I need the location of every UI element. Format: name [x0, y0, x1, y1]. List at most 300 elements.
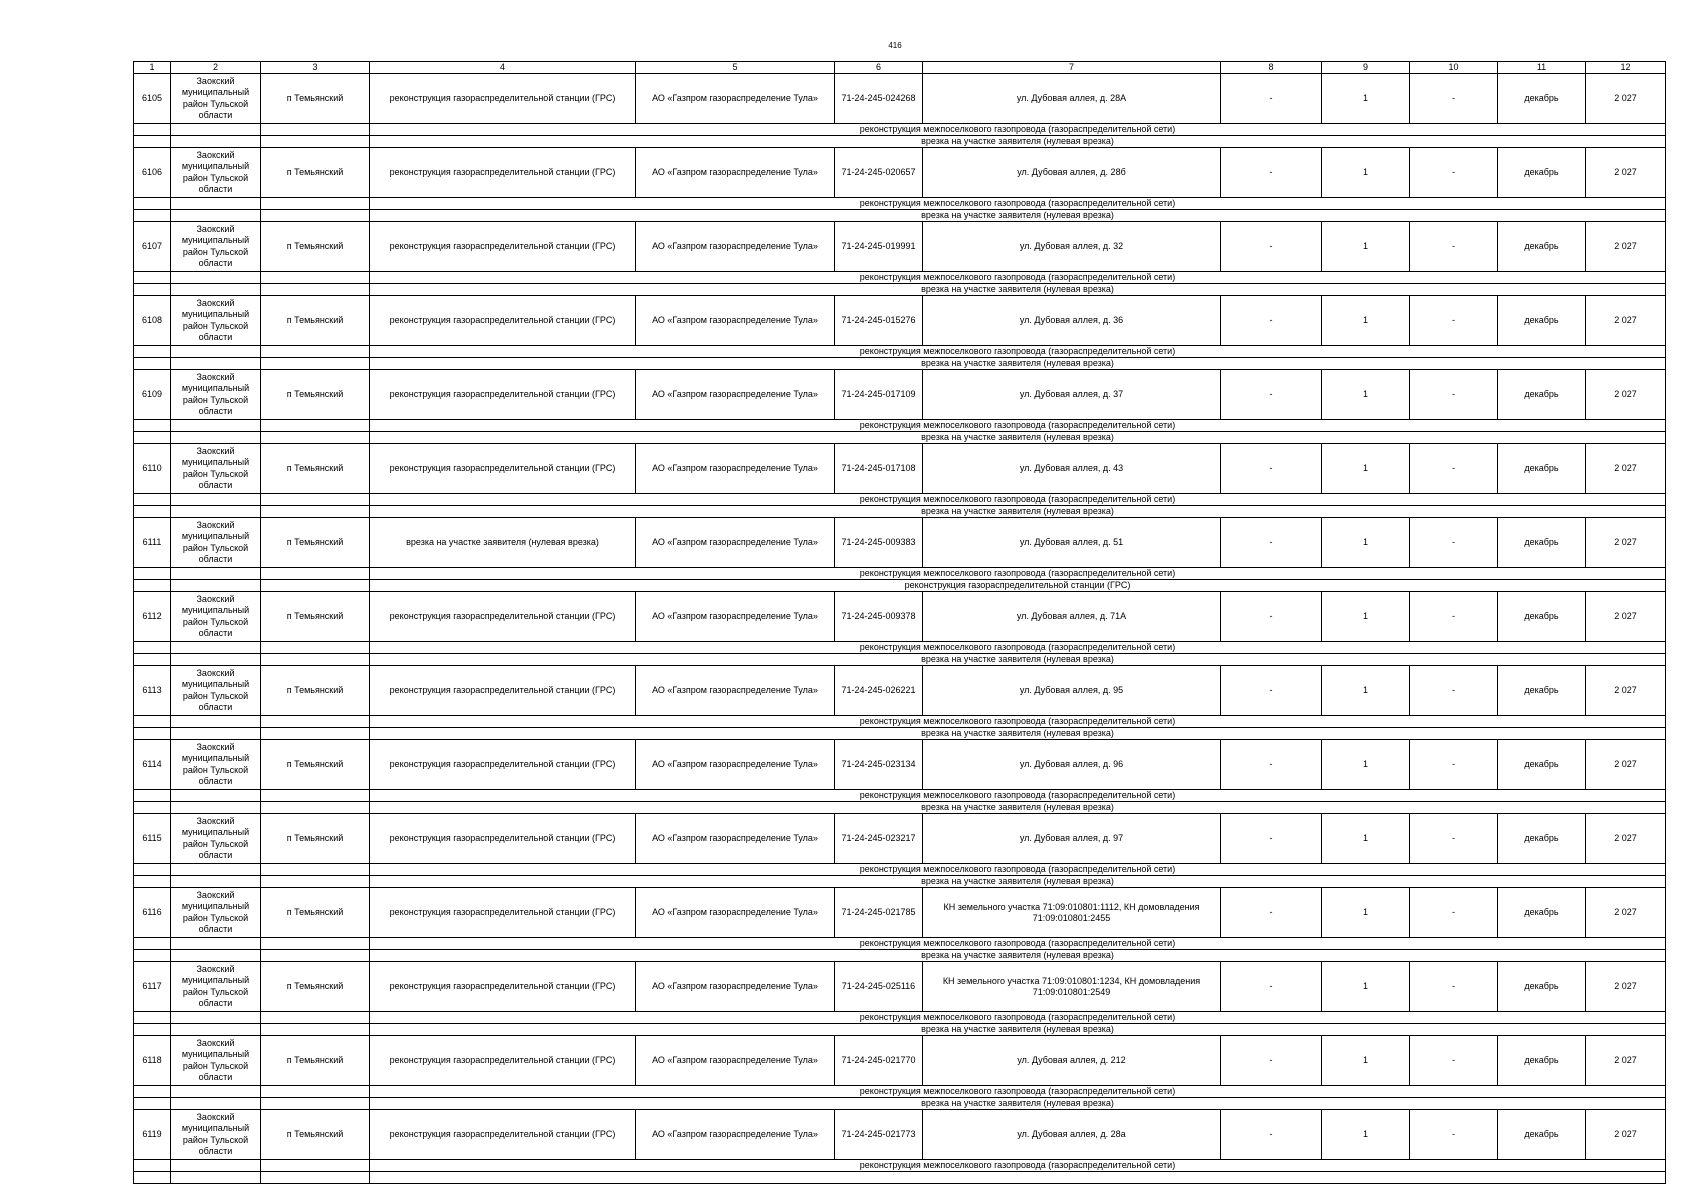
col9-cell: 1	[1322, 888, 1410, 938]
month-cell: декабрь	[1498, 518, 1586, 568]
col10-cell: -	[1410, 666, 1498, 716]
col8-cell: -	[1221, 148, 1322, 198]
sub-row	[134, 1024, 1666, 1036]
sub-empty-cell	[134, 136, 171, 148]
work-type-cell: реконструкция газораспределительной станции (ГРС)	[370, 740, 636, 790]
sub-empty-cell	[134, 1012, 171, 1024]
row-number: 6119	[134, 1110, 171, 1160]
sub-work-cell: реконструкция межпоселкового газопровода (газораспределительной сети)	[370, 272, 1666, 284]
row-number: 6111	[134, 518, 171, 568]
sub-empty-cell	[171, 124, 261, 136]
sub-row	[134, 358, 1666, 370]
sub-row	[134, 790, 1666, 802]
month-cell: декабрь	[1498, 74, 1586, 124]
year-cell: 2 027	[1586, 296, 1666, 346]
col8-cell: -	[1221, 518, 1322, 568]
sub-empty-cell	[171, 716, 261, 728]
sub-empty-cell	[171, 198, 261, 210]
application-code-cell: 71-24-245-023217	[835, 814, 923, 864]
sub-empty-cell	[134, 346, 171, 358]
column-number: 3	[261, 62, 370, 74]
table-row	[134, 888, 1666, 938]
col10-cell: -	[1410, 222, 1498, 272]
organization-cell: АО «Газпром газораспределение Тула»	[636, 666, 835, 716]
sub-work-cell: врезка на участке заявителя (нулевая врезка)	[370, 506, 1666, 518]
district-cell: Заокский муниципальный район Тульской области	[171, 666, 261, 716]
year-cell: 2 027	[1586, 592, 1666, 642]
organization-cell: АО «Газпром газораспределение Тула»	[636, 296, 835, 346]
col10-cell: -	[1410, 444, 1498, 494]
address-cell: КН земельного участка 71:09:010801:1234, КН домовладения 71:09:010801:2549	[923, 962, 1221, 1012]
table-row	[134, 74, 1666, 124]
col9-cell: 1	[1322, 666, 1410, 716]
month-cell: декабрь	[1498, 1110, 1586, 1160]
row-number: 6113	[134, 666, 171, 716]
sub-empty-cell	[134, 642, 171, 654]
address-cell: ул. Дубовая аллея, д. 97	[923, 814, 1221, 864]
table-row	[134, 1110, 1666, 1160]
settlement-cell: п Темьянский	[261, 666, 370, 716]
sub-empty-cell	[171, 1160, 261, 1172]
row-number: 6105	[134, 74, 171, 124]
sub-work-cell: реконструкция межпоселкового газопровода (газораспределительной сети)	[370, 346, 1666, 358]
organization-cell: АО «Газпром газораспределение Тула»	[636, 74, 835, 124]
month-cell: декабрь	[1498, 296, 1586, 346]
sub-empty-cell	[134, 950, 171, 962]
address-cell: ул. Дубовая аллея, д. 96	[923, 740, 1221, 790]
row-number: 6118	[134, 1036, 171, 1086]
application-code-cell: 71-24-245-024268	[835, 74, 923, 124]
column-number: 6	[835, 62, 923, 74]
col9-cell: 1	[1322, 296, 1410, 346]
month-cell: декабрь	[1498, 962, 1586, 1012]
sub-empty-cell	[171, 210, 261, 222]
sub-empty-cell	[261, 346, 370, 358]
month-cell: декабрь	[1498, 592, 1586, 642]
sub-work-cell	[370, 1172, 1666, 1184]
sub-row	[134, 1012, 1666, 1024]
month-cell: декабрь	[1498, 370, 1586, 420]
sub-empty-cell	[171, 272, 261, 284]
settlement-cell: п Темьянский	[261, 74, 370, 124]
district-cell: Заокский муниципальный район Тульской области	[171, 962, 261, 1012]
month-cell: декабрь	[1498, 444, 1586, 494]
sub-empty-cell	[134, 272, 171, 284]
sub-row	[134, 568, 1666, 580]
address-cell: ул. Дубовая аллея, д. 28а	[923, 1110, 1221, 1160]
sub-empty-cell	[171, 950, 261, 962]
col10-cell: -	[1410, 888, 1498, 938]
sub-empty-cell	[261, 1086, 370, 1098]
col9-cell: 1	[1322, 74, 1410, 124]
organization-cell: АО «Газпром газораспределение Тула»	[636, 370, 835, 420]
column-number: 9	[1322, 62, 1410, 74]
settlement-cell: п Темьянский	[261, 740, 370, 790]
address-cell: ул. Дубовая аллея, д. 51	[923, 518, 1221, 568]
sub-row	[134, 210, 1666, 222]
sub-empty-cell	[261, 1172, 370, 1184]
sub-empty-cell	[134, 494, 171, 506]
work-type-cell: реконструкция газораспределительной станции (ГРС)	[370, 222, 636, 272]
year-cell: 2 027	[1586, 962, 1666, 1012]
address-cell: КН земельного участка 71:09:010801:1112, КН домовладения 71:09:010801:2455	[923, 888, 1221, 938]
settlement-cell: п Темьянский	[261, 888, 370, 938]
col8-cell: -	[1221, 74, 1322, 124]
sub-row	[134, 420, 1666, 432]
district-cell: Заокский муниципальный район Тульской области	[171, 518, 261, 568]
application-code-cell: 71-24-245-021773	[835, 1110, 923, 1160]
sub-row	[134, 272, 1666, 284]
work-type-cell: реконструкция газораспределительной станции (ГРС)	[370, 370, 636, 420]
month-cell: декабрь	[1498, 148, 1586, 198]
sub-work-cell: врезка на участке заявителя (нулевая врезка)	[370, 1098, 1666, 1110]
sub-empty-cell	[171, 358, 261, 370]
district-cell: Заокский муниципальный район Тульской области	[171, 814, 261, 864]
sub-empty-cell	[261, 802, 370, 814]
table-row	[134, 592, 1666, 642]
application-code-cell: 71-24-245-017108	[835, 444, 923, 494]
sub-empty-cell	[261, 136, 370, 148]
col9-cell: 1	[1322, 148, 1410, 198]
col8-cell: -	[1221, 888, 1322, 938]
application-code-cell: 71-24-245-021770	[835, 1036, 923, 1086]
work-type-cell: реконструкция газораспределительной станции (ГРС)	[370, 1110, 636, 1160]
sub-empty-cell	[261, 876, 370, 888]
sub-work-cell: врезка на участке заявителя (нулевая врезка)	[370, 1024, 1666, 1036]
sub-empty-cell	[134, 210, 171, 222]
work-type-cell: реконструкция газораспределительной станции (ГРС)	[370, 444, 636, 494]
col10-cell: -	[1410, 148, 1498, 198]
address-cell: ул. Дубовая аллея, д. 212	[923, 1036, 1221, 1086]
sub-work-cell: реконструкция межпоселкового газопровода (газораспределительной сети)	[370, 1086, 1666, 1098]
sub-empty-cell	[134, 876, 171, 888]
col8-cell: -	[1221, 1036, 1322, 1086]
col9-cell: 1	[1322, 1036, 1410, 1086]
year-cell: 2 027	[1586, 148, 1666, 198]
application-code-cell: 71-24-245-026221	[835, 666, 923, 716]
table-row	[134, 518, 1666, 568]
row-number: 6106	[134, 148, 171, 198]
sub-empty-cell	[134, 358, 171, 370]
work-type-cell: реконструкция газораспределительной станции (ГРС)	[370, 74, 636, 124]
sub-empty-cell	[171, 284, 261, 296]
sub-empty-cell	[261, 124, 370, 136]
district-cell: Заокский муниципальный район Тульской области	[171, 740, 261, 790]
table-row	[134, 148, 1666, 198]
sub-row	[134, 432, 1666, 444]
row-number: 6115	[134, 814, 171, 864]
month-cell: декабрь	[1498, 222, 1586, 272]
sub-row	[134, 136, 1666, 148]
settlement-cell: п Темьянский	[261, 222, 370, 272]
col10-cell: -	[1410, 518, 1498, 568]
sub-empty-cell	[261, 198, 370, 210]
work-type-cell: реконструкция газораспределительной станции (ГРС)	[370, 962, 636, 1012]
address-cell: ул. Дубовая аллея, д. 95	[923, 666, 1221, 716]
col8-cell: -	[1221, 666, 1322, 716]
sub-empty-cell	[261, 494, 370, 506]
organization-cell: АО «Газпром газораспределение Тула»	[636, 740, 835, 790]
col8-cell: -	[1221, 962, 1322, 1012]
sub-empty-cell	[134, 420, 171, 432]
sub-empty-cell	[261, 1098, 370, 1110]
table-row	[134, 370, 1666, 420]
sub-empty-cell	[134, 1086, 171, 1098]
sub-empty-cell	[171, 136, 261, 148]
sub-empty-cell	[261, 728, 370, 740]
col9-cell: 1	[1322, 518, 1410, 568]
settlement-cell: п Темьянский	[261, 444, 370, 494]
sub-empty-cell	[134, 716, 171, 728]
col10-cell: -	[1410, 814, 1498, 864]
column-number: 4	[370, 62, 636, 74]
col8-cell: -	[1221, 1110, 1322, 1160]
organization-cell: АО «Газпром газораспределение Тула»	[636, 962, 835, 1012]
sub-empty-cell	[171, 568, 261, 580]
col9-cell: 1	[1322, 814, 1410, 864]
col9-cell: 1	[1322, 222, 1410, 272]
sub-row	[134, 1172, 1666, 1184]
sub-empty-cell	[261, 272, 370, 284]
page-number: 416	[888, 41, 902, 50]
sub-empty-cell	[261, 210, 370, 222]
organization-cell: АО «Газпром газораспределение Тула»	[636, 888, 835, 938]
month-cell: декабрь	[1498, 740, 1586, 790]
sub-empty-cell	[261, 642, 370, 654]
sub-row	[134, 580, 1666, 592]
sub-empty-cell	[134, 864, 171, 876]
col10-cell: -	[1410, 1110, 1498, 1160]
table-row	[134, 814, 1666, 864]
sub-empty-cell	[171, 1172, 261, 1184]
district-cell: Заокский муниципальный район Тульской области	[171, 74, 261, 124]
year-cell: 2 027	[1586, 1036, 1666, 1086]
sub-row	[134, 1160, 1666, 1172]
table-row	[134, 296, 1666, 346]
district-cell: Заокский муниципальный район Тульской области	[171, 296, 261, 346]
registry-body	[134, 62, 1666, 1184]
month-cell: декабрь	[1498, 1036, 1586, 1086]
year-cell: 2 027	[1586, 888, 1666, 938]
col10-cell: -	[1410, 1036, 1498, 1086]
sub-empty-cell	[134, 198, 171, 210]
sub-work-cell: врезка на участке заявителя (нулевая врезка)	[370, 284, 1666, 296]
settlement-cell: п Темьянский	[261, 592, 370, 642]
organization-cell: АО «Газпром газораспределение Тула»	[636, 222, 835, 272]
address-cell: ул. Дубовая аллея, д. 37	[923, 370, 1221, 420]
sub-empty-cell	[134, 124, 171, 136]
sub-row	[134, 876, 1666, 888]
col8-cell: -	[1221, 592, 1322, 642]
organization-cell: АО «Газпром газораспределение Тула»	[636, 148, 835, 198]
sub-row	[134, 198, 1666, 210]
col9-cell: 1	[1322, 444, 1410, 494]
sub-empty-cell	[261, 358, 370, 370]
sub-empty-cell	[134, 654, 171, 666]
col9-cell: 1	[1322, 740, 1410, 790]
row-number: 6114	[134, 740, 171, 790]
organization-cell: АО «Газпром газораспределение Тула»	[636, 518, 835, 568]
row-number: 6117	[134, 962, 171, 1012]
year-cell: 2 027	[1586, 370, 1666, 420]
sub-work-cell: реконструкция межпоселкового газопровода (газораспределительной сети)	[370, 420, 1666, 432]
col10-cell: -	[1410, 740, 1498, 790]
sub-empty-cell	[134, 506, 171, 518]
col10-cell: -	[1410, 296, 1498, 346]
application-code-cell: 71-24-245-025116	[835, 962, 923, 1012]
registry-table	[133, 61, 1666, 1184]
column-number: 5	[636, 62, 835, 74]
sub-empty-cell	[134, 1160, 171, 1172]
sub-empty-cell	[134, 1098, 171, 1110]
work-type-cell: реконструкция газораспределительной станции (ГРС)	[370, 1036, 636, 1086]
settlement-cell: п Темьянский	[261, 370, 370, 420]
col8-cell: -	[1221, 740, 1322, 790]
sub-work-cell: реконструкция межпоселкового газопровода (газораспределительной сети)	[370, 790, 1666, 802]
sub-work-cell: врезка на участке заявителя (нулевая врезка)	[370, 728, 1666, 740]
year-cell: 2 027	[1586, 1110, 1666, 1160]
settlement-cell: п Темьянский	[261, 296, 370, 346]
organization-cell: АО «Газпром газораспределение Тула»	[636, 444, 835, 494]
sub-empty-cell	[171, 790, 261, 802]
sub-row	[134, 506, 1666, 518]
year-cell: 2 027	[1586, 518, 1666, 568]
sub-empty-cell	[171, 876, 261, 888]
col9-cell: 1	[1322, 592, 1410, 642]
row-number: 6110	[134, 444, 171, 494]
sub-empty-cell	[171, 938, 261, 950]
sub-empty-cell	[261, 580, 370, 592]
address-cell: ул. Дубовая аллея, д. 71А	[923, 592, 1221, 642]
sub-empty-cell	[171, 346, 261, 358]
sub-work-cell: реконструкция межпоселкового газопровода (газораспределительной сети)	[370, 494, 1666, 506]
sub-work-cell: врезка на участке заявителя (нулевая врезка)	[370, 876, 1666, 888]
column-number: 7	[923, 62, 1221, 74]
application-code-cell: 71-24-245-009378	[835, 592, 923, 642]
column-number: 11	[1498, 62, 1586, 74]
month-cell: декабрь	[1498, 888, 1586, 938]
sub-empty-cell	[134, 790, 171, 802]
sub-work-cell: реконструкция межпоселкового газопровода (газораспределительной сети)	[370, 642, 1666, 654]
sub-work-cell: реконструкция межпоселкового газопровода (газораспределительной сети)	[370, 864, 1666, 876]
col8-cell: -	[1221, 444, 1322, 494]
sub-empty-cell	[261, 790, 370, 802]
sub-work-cell: врезка на участке заявителя (нулевая врезка)	[370, 358, 1666, 370]
address-cell: ул. Дубовая аллея, д. 28б	[923, 148, 1221, 198]
sub-row	[134, 938, 1666, 950]
column-number: 2	[171, 62, 261, 74]
sub-work-cell: реконструкция межпоселкового газопровода (газораспределительной сети)	[370, 124, 1666, 136]
year-cell: 2 027	[1586, 666, 1666, 716]
col10-cell: -	[1410, 962, 1498, 1012]
sub-empty-cell	[134, 568, 171, 580]
row-number: 6116	[134, 888, 171, 938]
district-cell: Заокский муниципальный район Тульской области	[171, 1110, 261, 1160]
sub-empty-cell	[261, 950, 370, 962]
sub-empty-cell	[171, 1012, 261, 1024]
application-code-cell: 71-24-245-015276	[835, 296, 923, 346]
sub-empty-cell	[134, 284, 171, 296]
sub-empty-cell	[171, 494, 261, 506]
sub-empty-cell	[171, 642, 261, 654]
application-code-cell: 71-24-245-021785	[835, 888, 923, 938]
settlement-cell: п Темьянский	[261, 1110, 370, 1160]
sub-work-cell: врезка на участке заявителя (нулевая врезка)	[370, 210, 1666, 222]
sub-row	[134, 346, 1666, 358]
sub-empty-cell	[261, 568, 370, 580]
sub-empty-cell	[134, 728, 171, 740]
sub-empty-cell	[171, 1024, 261, 1036]
application-code-cell: 71-24-245-023134	[835, 740, 923, 790]
column-number: 12	[1586, 62, 1666, 74]
sub-work-cell: врезка на участке заявителя (нулевая врезка)	[370, 136, 1666, 148]
district-cell: Заокский муниципальный район Тульской области	[171, 370, 261, 420]
year-cell: 2 027	[1586, 74, 1666, 124]
sub-empty-cell	[261, 1024, 370, 1036]
col10-cell: -	[1410, 74, 1498, 124]
application-code-cell: 71-24-245-017109	[835, 370, 923, 420]
sub-empty-cell	[261, 654, 370, 666]
sub-empty-cell	[261, 284, 370, 296]
organization-cell: АО «Газпром газораспределение Тула»	[636, 1036, 835, 1086]
address-cell: ул. Дубовая аллея, д. 32	[923, 222, 1221, 272]
sub-empty-cell	[171, 864, 261, 876]
district-cell: Заокский муниципальный район Тульской области	[171, 592, 261, 642]
sub-empty-cell	[261, 506, 370, 518]
work-type-cell: врезка на участке заявителя (нулевая врезка)	[370, 518, 636, 568]
sub-empty-cell	[171, 506, 261, 518]
sub-empty-cell	[261, 938, 370, 950]
application-code-cell: 71-24-245-020657	[835, 148, 923, 198]
district-cell: Заокский муниципальный район Тульской области	[171, 1036, 261, 1086]
sub-work-cell: врезка на участке заявителя (нулевая врезка)	[370, 654, 1666, 666]
address-cell: ул. Дубовая аллея, д. 28А	[923, 74, 1221, 124]
sub-empty-cell	[171, 432, 261, 444]
sub-row	[134, 1098, 1666, 1110]
column-number: 8	[1221, 62, 1322, 74]
row-number: 6108	[134, 296, 171, 346]
year-cell: 2 027	[1586, 740, 1666, 790]
work-type-cell: реконструкция газораспределительной станции (ГРС)	[370, 814, 636, 864]
address-cell: ул. Дубовая аллея, д. 43	[923, 444, 1221, 494]
table-row	[134, 222, 1666, 272]
application-code-cell: 71-24-245-009383	[835, 518, 923, 568]
column-number: 10	[1410, 62, 1498, 74]
sub-empty-cell	[134, 802, 171, 814]
row-number: 6107	[134, 222, 171, 272]
sub-empty-cell	[134, 432, 171, 444]
table-row	[134, 666, 1666, 716]
sub-empty-cell	[261, 1012, 370, 1024]
year-cell: 2 027	[1586, 222, 1666, 272]
col8-cell: -	[1221, 370, 1322, 420]
sub-empty-cell	[134, 580, 171, 592]
sub-empty-cell	[261, 420, 370, 432]
work-type-cell: реконструкция газораспределительной станции (ГРС)	[370, 666, 636, 716]
col10-cell: -	[1410, 592, 1498, 642]
month-cell: декабрь	[1498, 666, 1586, 716]
sub-row	[134, 124, 1666, 136]
settlement-cell: п Темьянский	[261, 148, 370, 198]
sub-empty-cell	[171, 420, 261, 432]
col10-cell: -	[1410, 370, 1498, 420]
sub-empty-cell	[134, 938, 171, 950]
col8-cell: -	[1221, 296, 1322, 346]
sub-row	[134, 642, 1666, 654]
district-cell: Заокский муниципальный район Тульской области	[171, 444, 261, 494]
sub-empty-cell	[134, 1024, 171, 1036]
column-number: 1	[134, 62, 171, 74]
